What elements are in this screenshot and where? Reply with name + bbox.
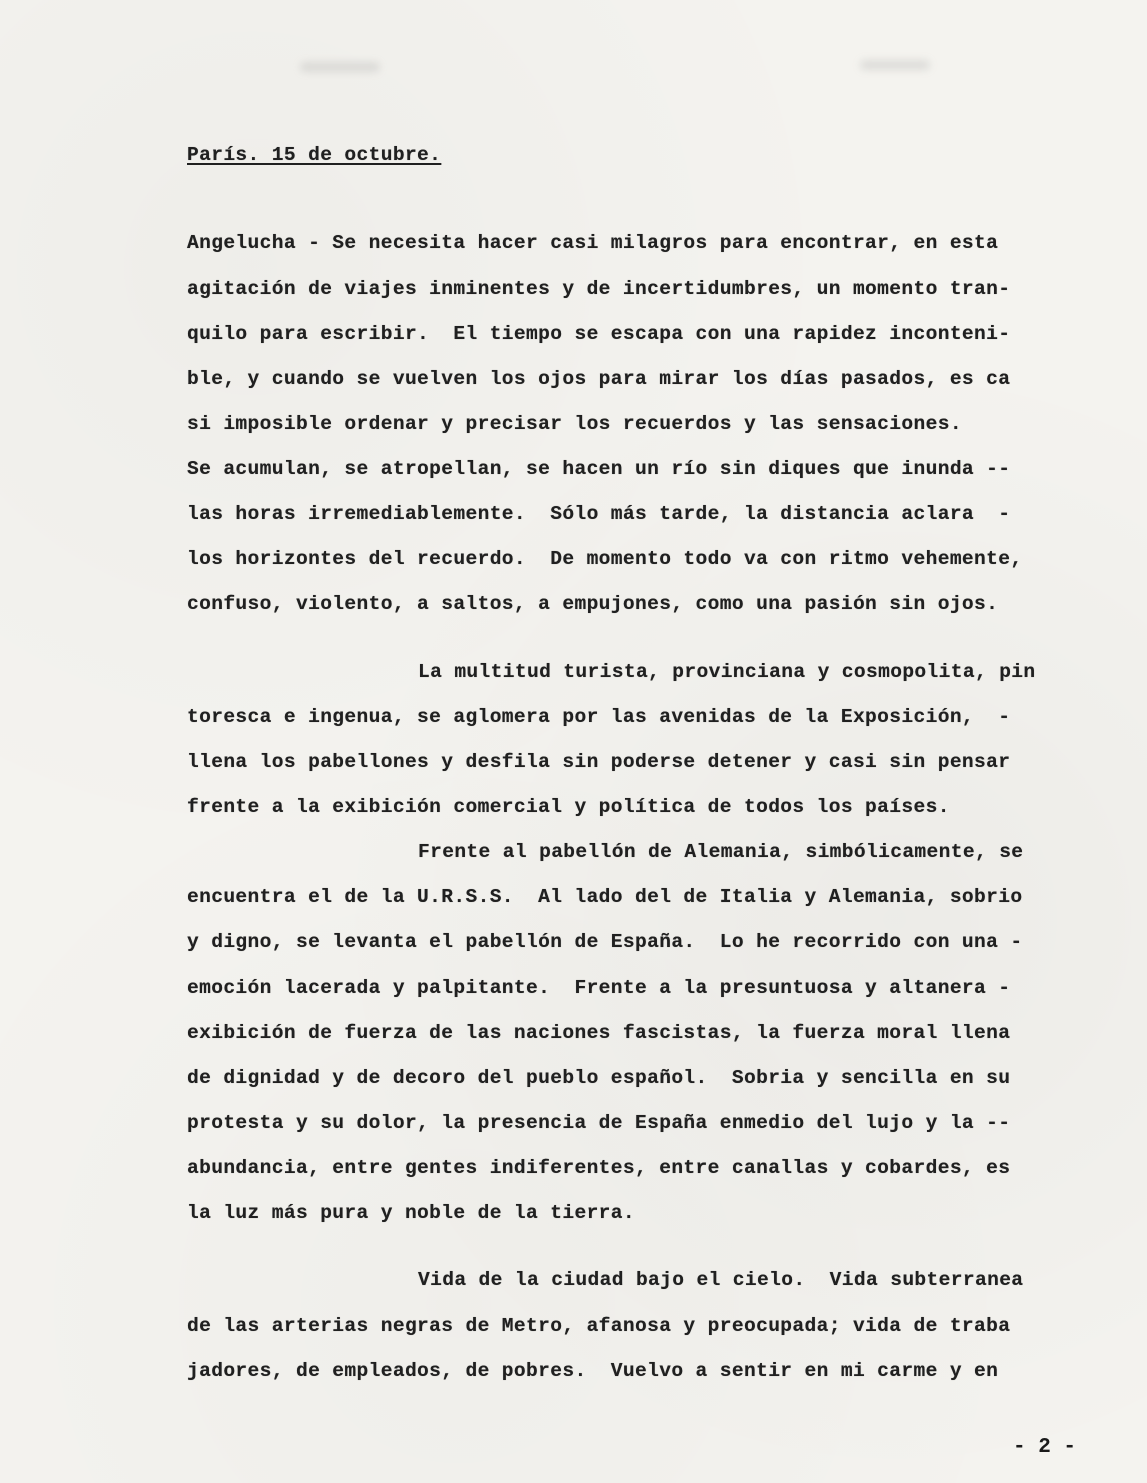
text-line: Se acumulan, se atropellan, se hacen un río sin diques que inunda -- [187, 458, 1011, 480]
text-line: confuso, violento, a saltos, a empujones, como una pasión sin ojos. [187, 593, 999, 615]
text-line-indented: Frente al pabellón de Alemania, simbólicamente, se [418, 841, 1024, 863]
text-line: Angelucha - Se necesita hacer casi milagros para encontrar, en esta [187, 232, 999, 254]
text-line: y digno, se levanta el pabellón de España. Lo he recorrido con una - [187, 931, 1023, 953]
text-line: jadores, de empleados, de pobres. Vuelvo a sentir en mi carme y en [187, 1360, 999, 1382]
text-line: llena los pabellones y desfila sin poderse detener y casi sin pensar [187, 751, 1011, 773]
page-number: - 2 - [1013, 1436, 1077, 1459]
text-line: frente a la exibición comercial y política de todos los países. [187, 796, 950, 818]
text-line: los horizontes del recuerdo. De momento todo va con ritmo vehemente, [187, 548, 1023, 570]
text-line: protesta y su dolor, la presencia de España enmedio del lujo y la -- [187, 1112, 1011, 1134]
text-line: de dignidad y de decoro del pueblo español. Sobria y sencilla en su [187, 1067, 1011, 1089]
text-line: si imposible ordenar y precisar los recuerdos y las sensaciones. [187, 413, 962, 435]
text-line: de las arterias negras de Metro, afanosa y preocupada; vida de traba [187, 1315, 1011, 1337]
text-line: ble, y cuando se vuelven los ojos para mirar los días pasados, es ca [187, 368, 1011, 390]
ink-smudge [300, 62, 380, 72]
text-line: encuentra el de la U.R.S.S. Al lado del de Italia y Alemania, sobrio [187, 886, 1023, 908]
text-line: la luz más pura y noble de la tierra. [187, 1202, 636, 1224]
text-line: exibición de fuerza de las naciones fascistas, la fuerza moral llena [187, 1022, 1011, 1044]
text-line: emoción lacerada y palpitante. Frente a la presuntuosa y altanera - [187, 977, 1011, 999]
text-line-indented: La multitud turista, provinciana y cosmopolita, pin [418, 661, 1036, 683]
text-line: agitación de viajes inminentes y de incertidumbres, un momento tran- [187, 278, 1011, 300]
text-line-indented: Vida de la ciudad bajo el cielo. Vida subterranea [418, 1269, 1024, 1291]
text-line: las horas irremediablemente. Sólo más tarde, la distancia aclara - [187, 503, 1011, 525]
text-line: quilo para escribir. El tiempo se escapa con una rapidez inconteni- [187, 323, 1011, 345]
ink-smudge [860, 60, 930, 70]
text-line: abundancia, entre gentes indiferentes, entre canallas y cobardes, es [187, 1157, 1011, 1179]
text-line: toresca e ingenua, se aglomera por las avenidas de la Exposición, - [187, 706, 1011, 728]
letter-heading: París. 15 de octubre. [187, 144, 442, 166]
